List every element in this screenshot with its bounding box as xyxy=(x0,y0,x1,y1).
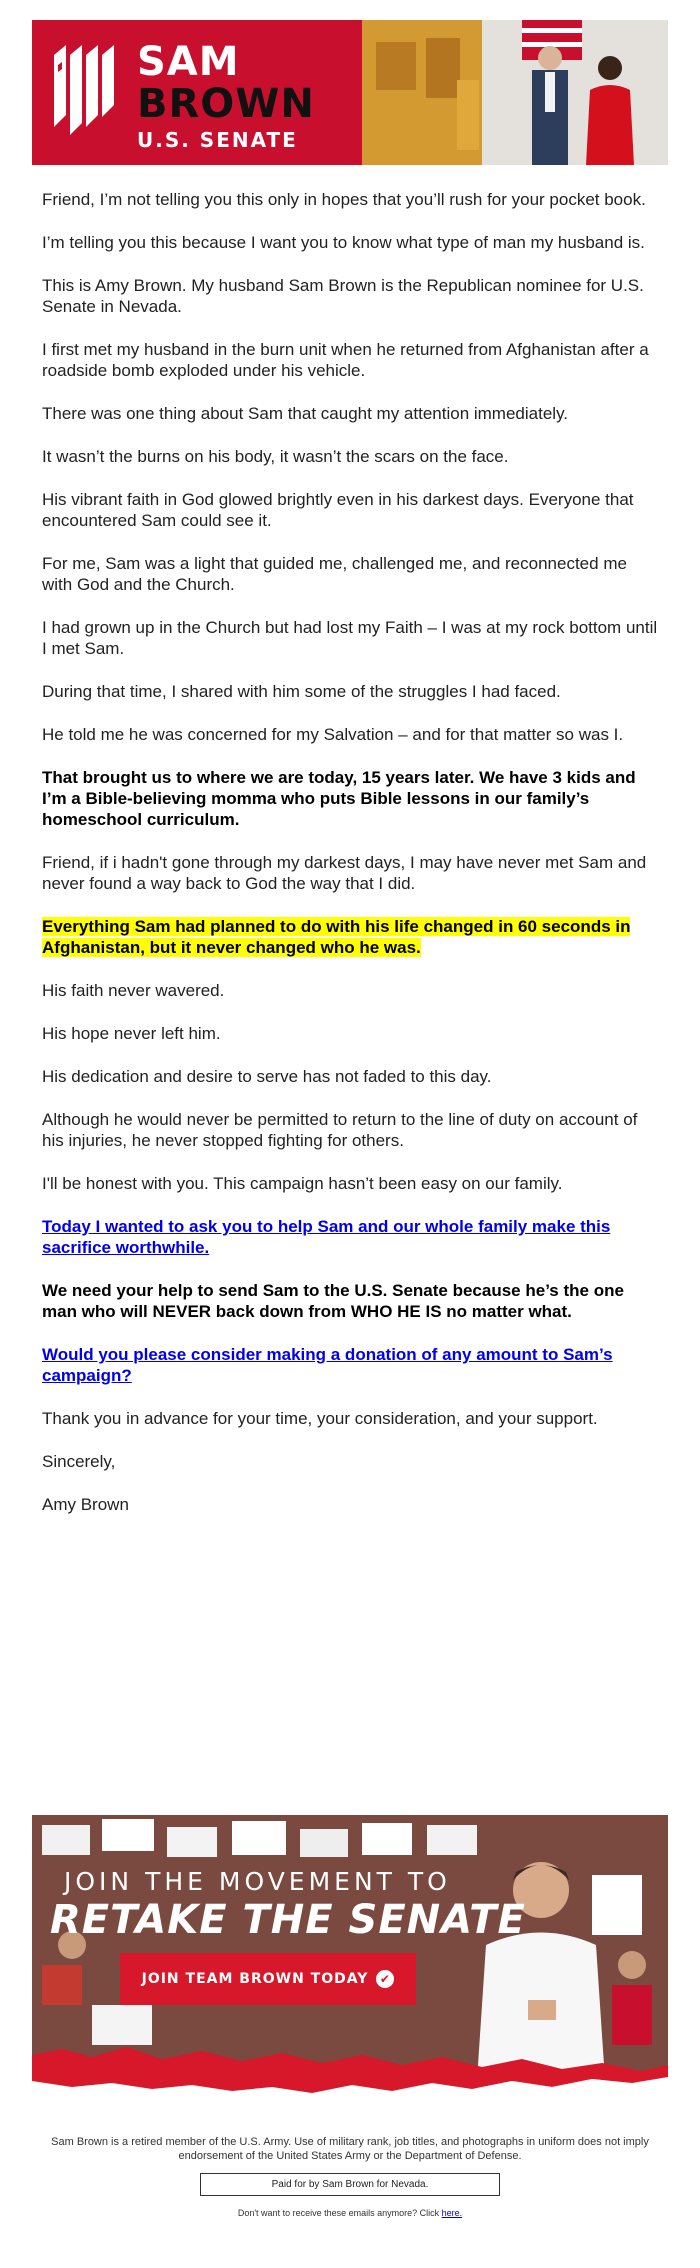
letter-paragraph: I'll be honest with you. This campaign hasn’t been easy on our family. xyxy=(42,1174,563,1193)
letter-paragraph: His faith never wavered. xyxy=(42,981,225,1000)
letter-paragraph: His dedication and desire to serve has not faded to this day. xyxy=(42,1067,492,1086)
letter-paragraph: Friend, I’m not telling you this only in hopes that you’ll rush for your pocket book. xyxy=(42,190,646,209)
letter-paragraph: There was one thing about Sam that caught my attention immediately. xyxy=(42,404,569,423)
help-family-link[interactable]: Today I wanted to ask you to help Sam and our whole family make this sacrifice worthwhile. xyxy=(42,1217,611,1257)
sam-brown-logo-icon xyxy=(54,45,114,137)
letter-paragraph: He told me he was concerned for my Salvation – and for that matter so was I. xyxy=(42,725,624,744)
letter-paragraph: I first met my husband in the burn unit when he returned from Afghanistan after a roadside bomb exploded under his vehicle. xyxy=(42,340,649,380)
brand-line-senate: U.S. SENATE xyxy=(137,128,298,152)
paid-for-box: Paid for by Sam Brown for Nevada. xyxy=(200,2173,500,2196)
unsubscribe-link[interactable]: here. xyxy=(441,2208,463,2218)
unsubscribe-text: Don't want to receive these emails anymore? Click xyxy=(237,2208,440,2218)
letter-paragraph: I had grown up in the Church but had lost my Faith – I was at my rock bottom until I met Sam. xyxy=(42,618,658,658)
highlighted-text: Everything Sam had planned to do with his life changed in 60 seconds in Afghanistan, but it never changed who he was. xyxy=(42,917,631,957)
letter-paragraph: This is Amy Brown. My husband Sam Brown is the Republican nominee for U.S. Senate in Nevada. xyxy=(42,276,644,316)
candidate-photo xyxy=(362,20,668,165)
military-disclaimer: Sam Brown is a retired member of the U.S. Army. Use of military rank, job titles, and photographs in uniform does not imply endorsement of the United States Army or the Department of Defense. xyxy=(51,2136,649,2162)
donate-link-paragraph xyxy=(42,1216,658,1258)
letter-paragraph: Sincerely, xyxy=(42,1452,116,1471)
letter-paragraph: During that time, I shared with him some of the struggles I had faced. xyxy=(42,682,561,701)
unsubscribe-line xyxy=(32,2208,668,2218)
cta-headline-large: RETAKE THE SENATE xyxy=(50,1897,526,1943)
highlighted-paragraph xyxy=(42,916,658,958)
cta-headline-small: JOIN THE MOVEMENT TO xyxy=(64,1867,451,1896)
letter-body xyxy=(32,189,668,1515)
brand-line-brown: BROWN xyxy=(137,81,315,127)
letter-paragraph: Thank you in advance for your time, your consideration, and your support. xyxy=(42,1409,598,1428)
brand-line-sam: SAM xyxy=(137,39,240,85)
letter-paragraph: His vibrant faith in God glowed brightly even in his darkest days. Everyone that encountered Sam could see it. xyxy=(42,490,634,530)
header-banner[interactable] xyxy=(32,20,668,165)
letter-paragraph: For me, Sam was a light that guided me, challenged me, and reconnected me with God and the Church. xyxy=(42,554,627,594)
letter-paragraph-bold: We need your help to send Sam to the U.S. Senate because he’s the one man who will NEVER back down from WHO HE IS no matter what. xyxy=(42,1281,624,1321)
email-footer xyxy=(32,2135,668,2218)
donate-link-paragraph xyxy=(42,1344,658,1386)
check-circle-icon: ✔ xyxy=(376,1970,394,1988)
letter-paragraph: Although he would never be permitted to return to the line of duty on account of his injuries, he never stopped fighting for others. xyxy=(42,1110,638,1150)
letter-paragraph: Friend, if i hadn't gone through my darkest days, I may have never met Sam and never found a way back to God the way that I did. xyxy=(42,853,647,893)
torn-edge-decoration xyxy=(32,2035,668,2095)
donation-link[interactable]: Would you please consider making a donation of any amount to Sam’s campaign? xyxy=(42,1345,613,1385)
letter-paragraph-bold: That brought us to where we are today, 15 years later. We have 3 kids and I’m a Bible-believing momma who puts Bible lessons in our family’s homeschool curriculum. xyxy=(42,768,636,829)
letter-paragraph: His hope never left him. xyxy=(42,1024,221,1043)
join-team-button-label: JOIN TEAM BROWN TODAY xyxy=(141,1971,369,1987)
letter-paragraph: It wasn’t the burns on his body, it wasn’t the scars on the face. xyxy=(42,447,509,466)
brand-wordmark xyxy=(137,39,315,152)
letter-paragraph: I’m telling you this because I want you to know what type of man my husband is. xyxy=(42,233,645,252)
cta-banner[interactable] xyxy=(32,1815,668,2095)
email-container xyxy=(32,20,668,1515)
join-team-button[interactable] xyxy=(120,1953,416,2005)
signature-name: Amy Brown xyxy=(42,1495,129,1514)
